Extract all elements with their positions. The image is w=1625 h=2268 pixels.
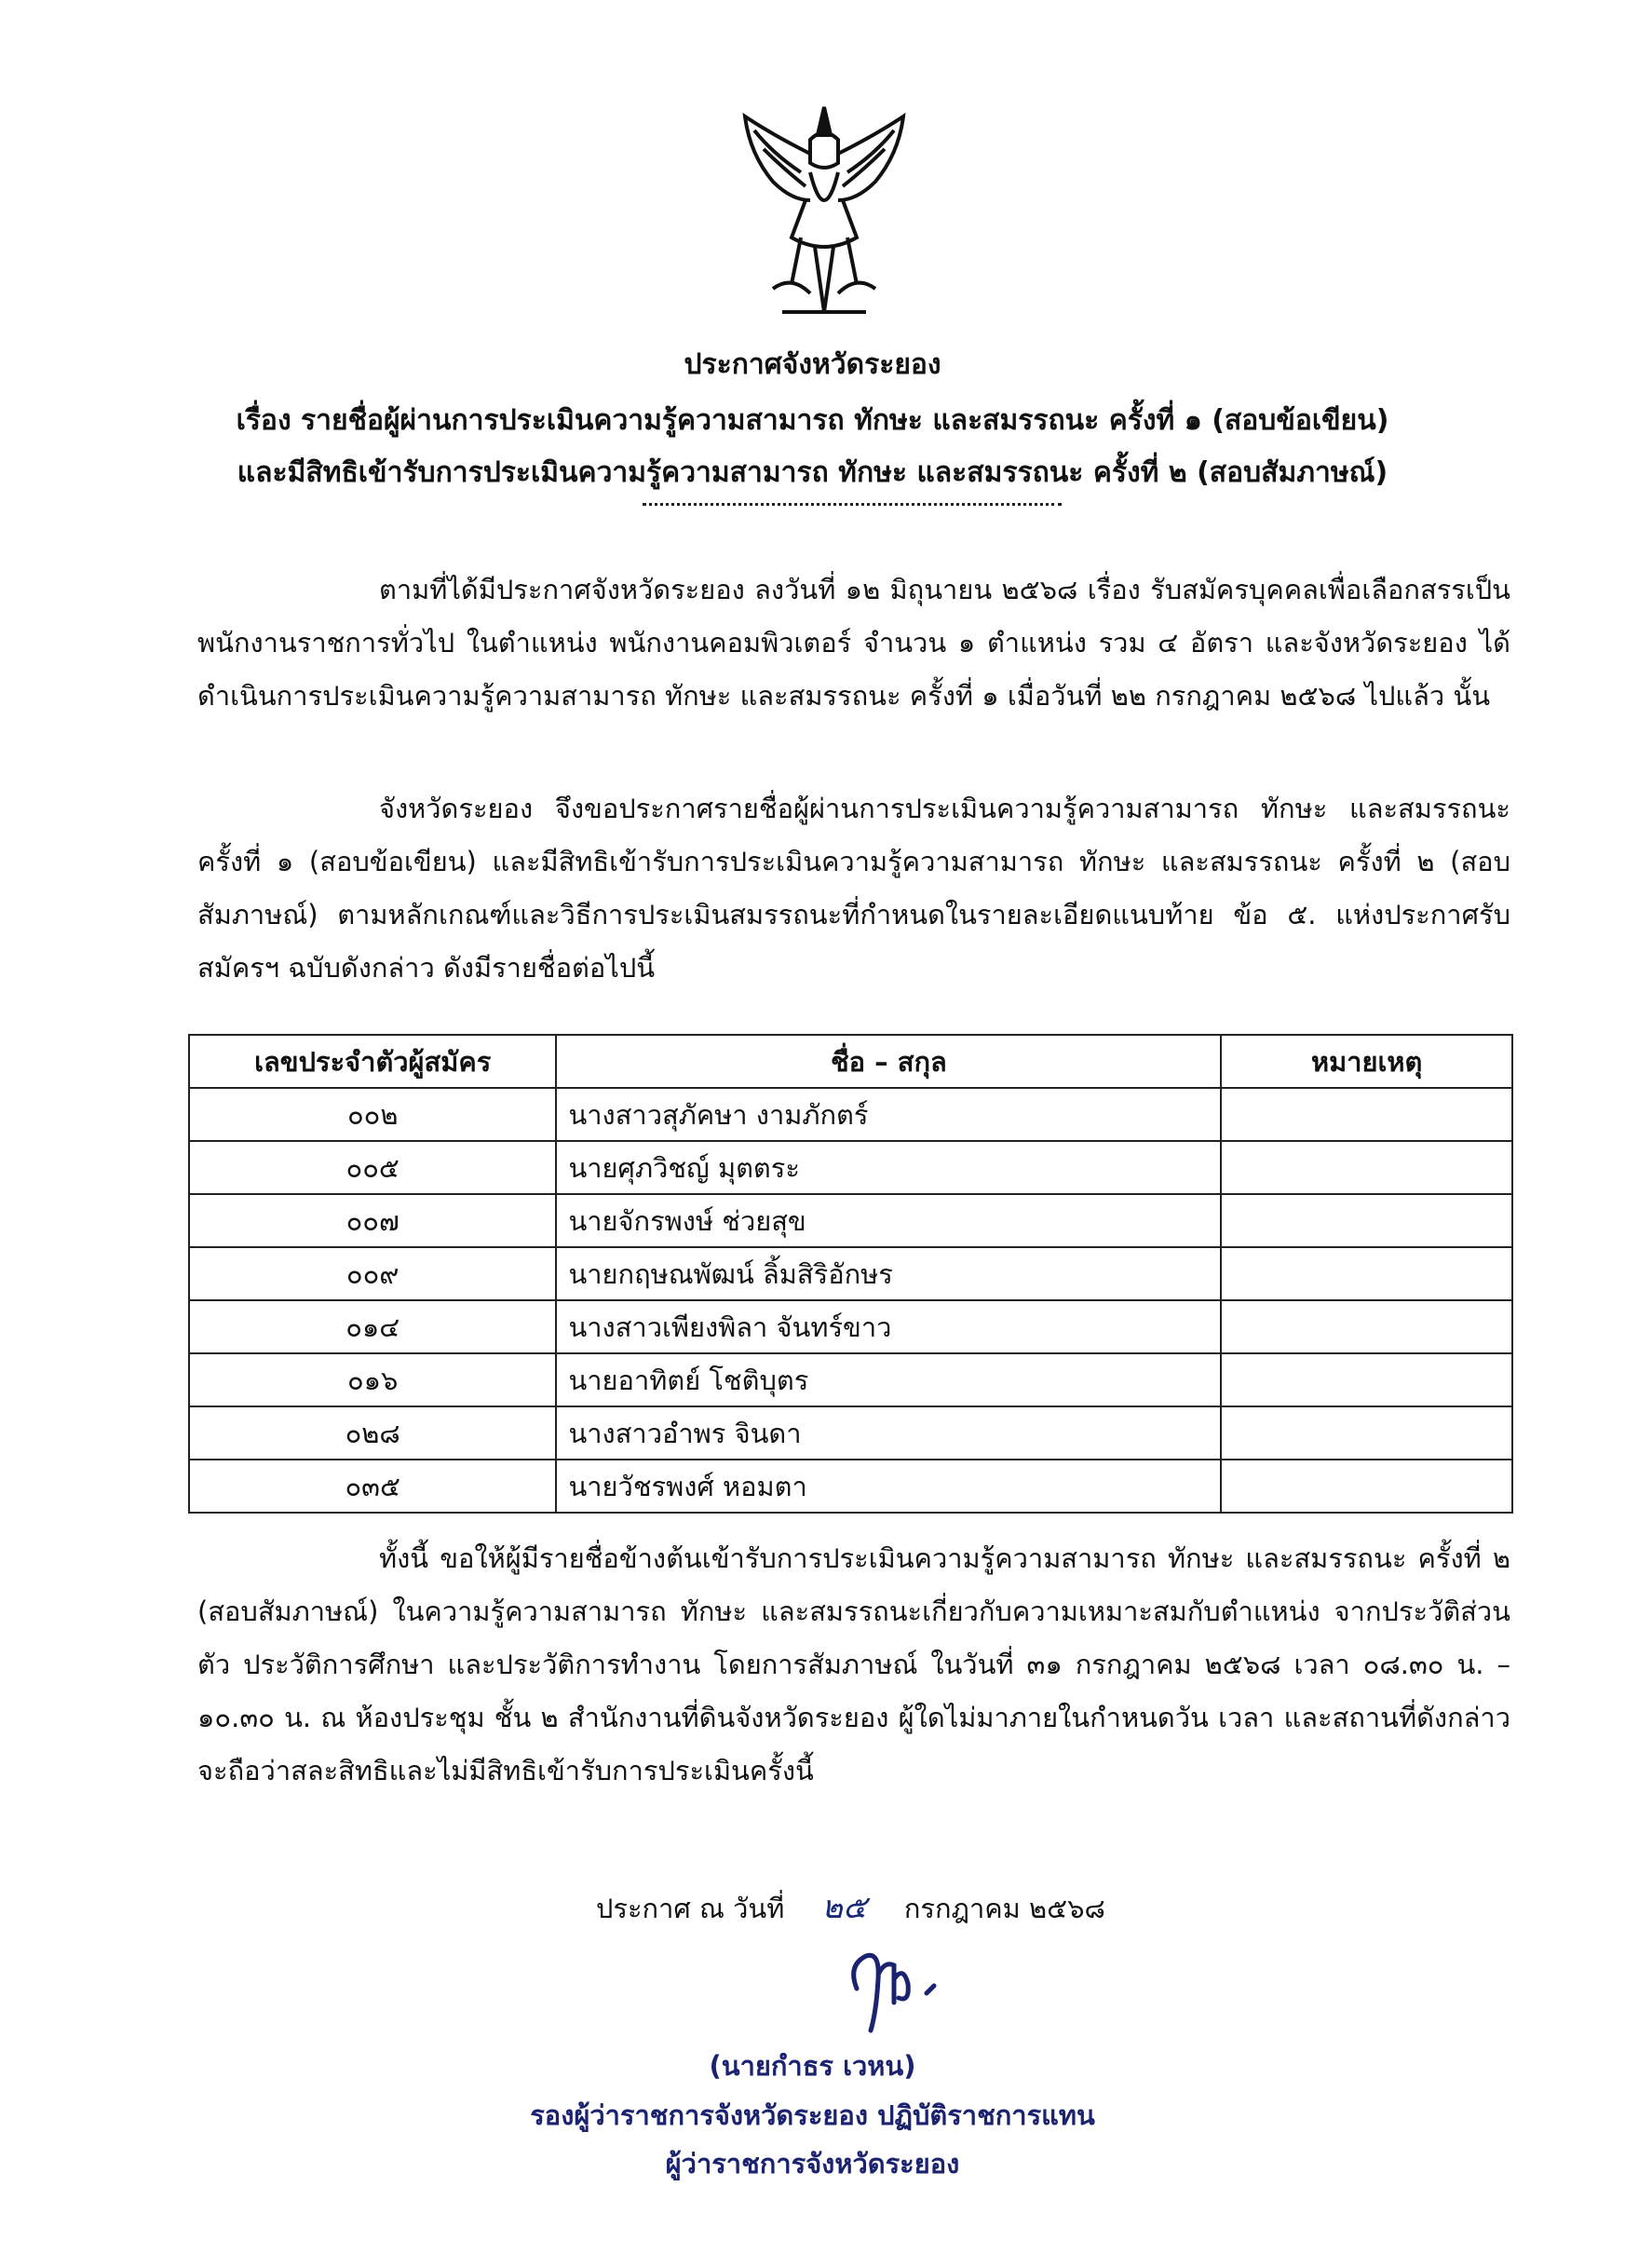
table-row (189, 1247, 1512, 1300)
table-row (189, 1300, 1512, 1353)
candidate-name: นางสาวเพียงพิลา จันทร์ขาว (556, 1300, 1221, 1353)
signer-title-on-behalf: ผู้ว่าราชการจังหวัดระยอง (665, 2148, 960, 2180)
signature-icon (843, 1937, 955, 2040)
date-prefix: ประกาศ ณ วันที่ (596, 1893, 785, 1924)
candidate-id: ๐๓๕ (189, 1460, 556, 1513)
signer-title: รองผู้ว่าราชการจังหวัดระยอง ปฏิบัติราชการแทน (530, 2099, 1095, 2131)
candidate-note (1221, 1460, 1512, 1513)
candidate-note (1221, 1353, 1512, 1406)
candidate-id: ๐๐๒ (189, 1088, 556, 1141)
candidate-id: ๐๑๔ (189, 1300, 556, 1353)
announcement-title: ประกาศจังหวัดระยอง (684, 348, 941, 381)
candidate-id: ๐๐๕ (189, 1141, 556, 1194)
candidate-id: ๐๑๖ (189, 1353, 556, 1406)
date-month-year: กรกฎาคม ๒๕๖๘ (903, 1893, 1105, 1924)
candidate-table (188, 1034, 1513, 1514)
dotted-divider (643, 503, 1062, 506)
candidate-note (1221, 1247, 1512, 1300)
paragraph-announcement: จังหวัดระยอง จึงขอประกาศรายชื่อผู้ผ่านการประเมินความรู้ความสามารถ ทักษะ และสมรรถนะ ครั้งที่ ๑ (สอบข้อเขียน) และมีสิทธิเข้ารับการประเมินความรู้ความสามารถ ทักษะ และสมรรถนะ ครั้งที่ ๒ (สอบสัมภาษณ์) ตามหลักเกณฑ์และวิธีการประเมินสมรรถนะที่กำหนดในรายละเอียดแนบท้าย ข้อ ๕. แห่งประกาศรับสมัครฯ ฉบับดังกล่าว ดังมีรายชื่อต่อไปนี้ (197, 793, 1510, 984)
candidate-id: ๐๐๗ (189, 1194, 556, 1247)
subject-line-1: เรื่อง รายชื่อผู้ผ่านการประเมินความรู้ความสามารถ ทักษะ และสมรรถนะ ครั้งที่ ๑ (สอบข้อเขียน) (236, 404, 1389, 437)
table-row (189, 1353, 1512, 1406)
candidate-name: นางสาวอำพร จินดา (556, 1406, 1221, 1460)
table-row (189, 1406, 1512, 1460)
candidate-id: ๐๐๙ (189, 1247, 556, 1300)
candidate-name: นางสาวสุภัคษา งามภักตร์ (556, 1088, 1221, 1141)
candidate-note (1221, 1300, 1512, 1353)
table-row (189, 1141, 1512, 1194)
candidate-note (1221, 1406, 1512, 1460)
column-header-id: เลขประจำตัวผู้สมัคร (189, 1035, 556, 1088)
column-header-name: ชื่อ – สกุล (556, 1035, 1221, 1088)
table-row (189, 1088, 1512, 1141)
candidate-name: นายอาทิตย์ โชติบุตร (556, 1353, 1221, 1406)
announcement-date (596, 1881, 1105, 1932)
column-header-note: หมายเหตุ (1221, 1035, 1512, 1088)
candidate-id: ๐๒๘ (189, 1406, 556, 1460)
candidate-name: นายวัชรพงศ์ หอมตา (556, 1460, 1221, 1513)
candidate-name: นายกฤษณพัฒน์ ลิ้มสิริอักษร (556, 1247, 1221, 1300)
garuda-emblem-icon (736, 98, 913, 331)
candidate-name: นายศุภวิชญ์ มุตตระ (556, 1141, 1221, 1194)
subject-line-2: และมีสิทธิเข้ารับการประเมินความรู้ความสามารถ ทักษะ และสมรรถนะ ครั้งที่ ๒ (สอบสัมภาษณ์) (237, 456, 1388, 489)
candidate-note (1221, 1194, 1512, 1247)
table-row (189, 1460, 1512, 1513)
date-day-handwritten: ๒๕ (821, 1889, 867, 1926)
paragraph-background: ตามที่ได้มีประกาศจังหวัดระยอง ลงวันที่ ๑๒ มิถุนายน ๒๕๖๘ เรื่อง รับสมัครบุคคลเพื่อเลือกสรรเป็นพนักงานราชการทั่วไป ในตำแหน่ง พนักงานคอมพิวเตอร์ จำนวน ๑ ตำแหน่ง รวม ๔ อัตรา และจังหวัดระยอง ได้ดำเนินการประเมินความรู้ความสามารถ ทักษะ และสมรรถนะ ครั้งที่ ๑ เมื่อวันที่ ๒๒ กรกฎาคม ๒๕๖๘ ไปแล้ว นั้น (197, 574, 1510, 712)
candidate-note (1221, 1088, 1512, 1141)
signer-name: (นายกำธร เวหน) (709, 2050, 916, 2082)
paragraph-interview-details: ทั้งนี้ ขอให้ผู้มีรายชื่อข้างต้นเข้ารับการประเมินความรู้ความสามารถ ทักษะ และสมรรถนะ ครั้งที่ ๒ (สอบสัมภาษณ์) ในความรู้ความสามารถ ทักษะ และสมรรถนะเกี่ยวกับความเหมาะสมกับตำแหน่ง จากประวัติส่วนตัว ประวัติการศึกษา และประวัติการทำงาน โดยการสัมภาษณ์ ในวันที่ ๓๑ กรกฎาคม ๒๕๖๘ เวลา ๐๘.๓๐ น. – ๑๐.๓๐ น. ณ ห้องประชุม ชั้น ๒ สำนักงานที่ดินจังหวัดระยอง ผู้ใดไม่มาภายในกำหนดวัน เวลา และสถานที่ดังกล่าว จะถือว่าสละสิทธิและไม่มีสิทธิเข้ารับการประเมินครั้งนี้ (197, 1542, 1510, 1786)
candidate-note (1221, 1141, 1512, 1194)
table-header-row (189, 1035, 1512, 1088)
candidate-name: นายจักรพงษ์ ช่วยสุข (556, 1194, 1221, 1247)
table-row (189, 1194, 1512, 1247)
